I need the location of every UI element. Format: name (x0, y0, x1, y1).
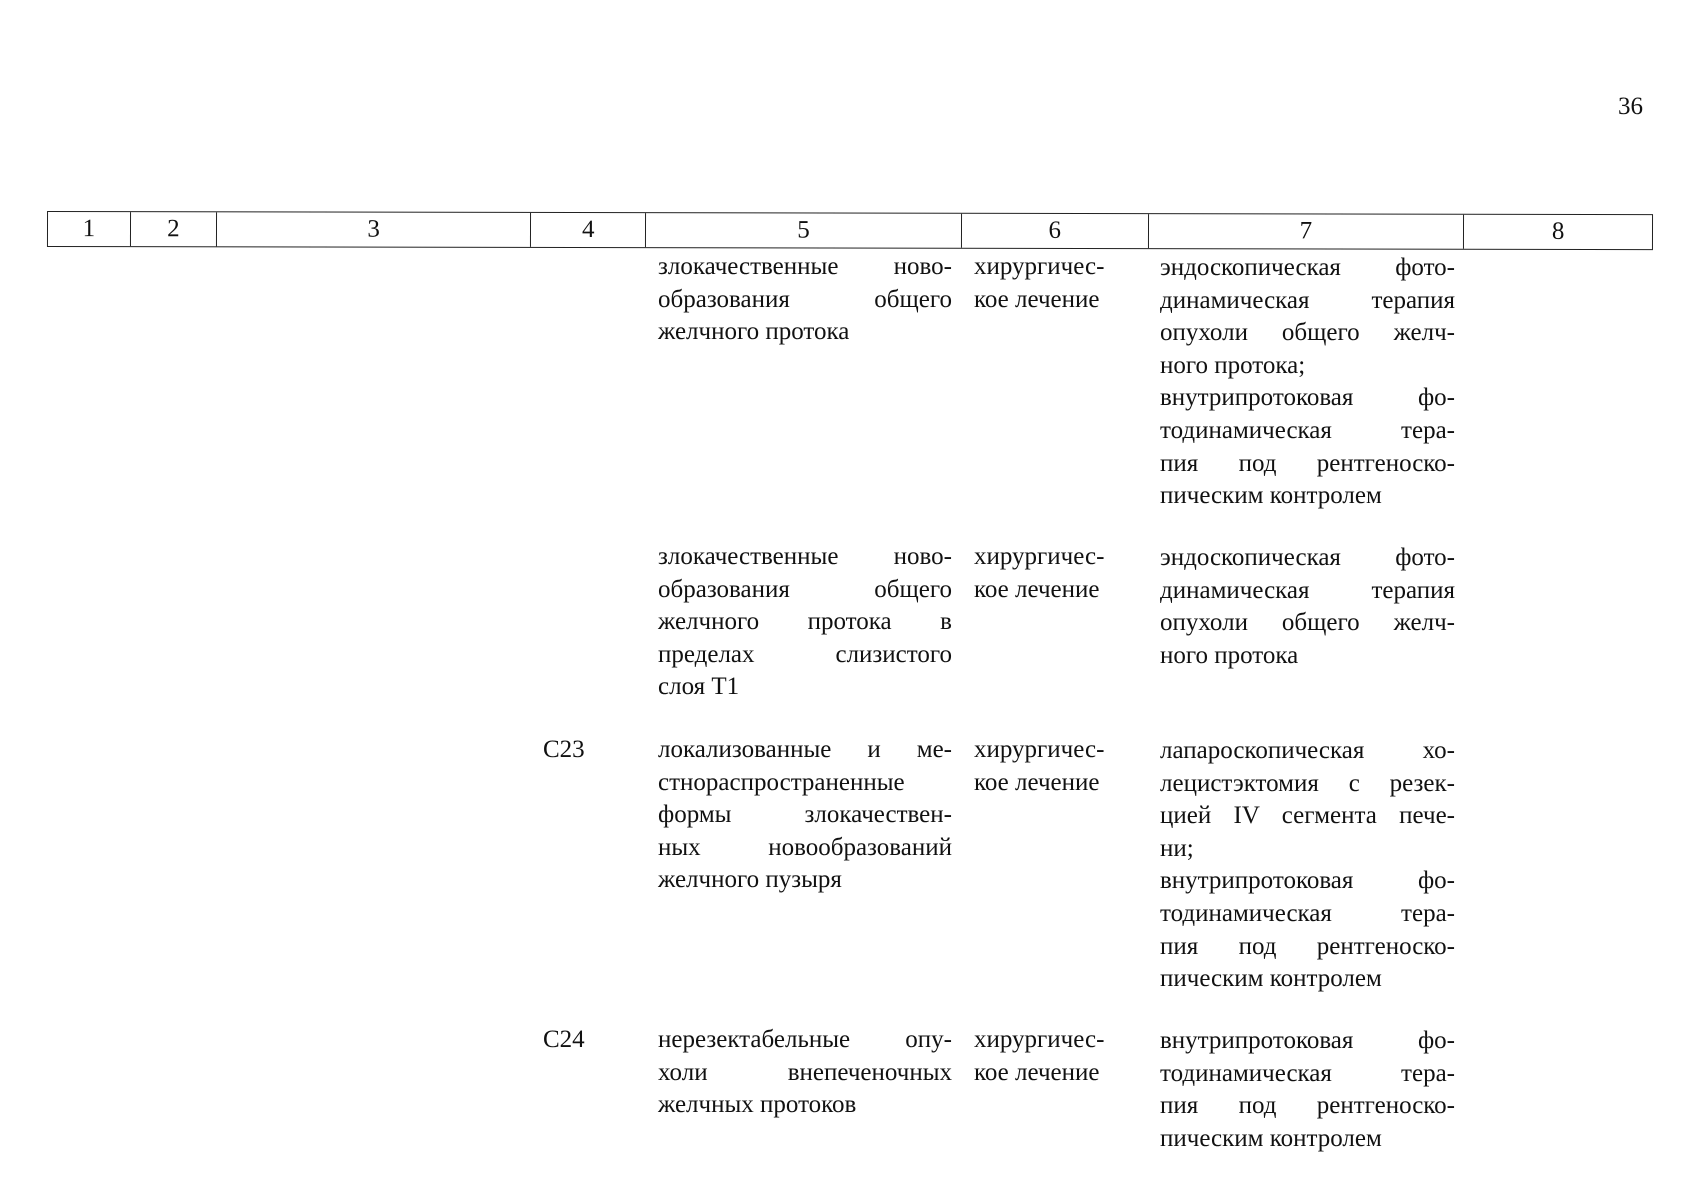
text-line: пия под рентгеноско- (1160, 449, 1455, 477)
row-1-condition (658, 251, 952, 349)
text-line: нерезектабельные опу- (658, 1026, 952, 1053)
text-line: стнораспространенные (658, 768, 905, 796)
text-line: пическим контролем (1160, 1124, 1382, 1152)
row-4-treatment (974, 1024, 1144, 1089)
text-line: локализованные и ме- (658, 736, 952, 763)
text-line: ных новообразований (658, 833, 952, 861)
text-line: ного протока (1160, 641, 1299, 669)
text-line: эндоскопическая фото- (1160, 544, 1455, 571)
text-line: ного протока; (1160, 351, 1306, 379)
text-line: кое лечение (974, 768, 1100, 796)
row-1-treatment (974, 251, 1144, 316)
text-line: формы злокачествен- (658, 801, 952, 829)
text-line: динамическая терапия (1160, 576, 1455, 604)
row-2-treatment (974, 541, 1144, 606)
text-line: цией IV сегмента пече- (1160, 802, 1455, 830)
text-line: хирургичес- (974, 543, 1105, 570)
header-cell-7: 7 (1149, 214, 1465, 249)
text-line: пия под рентгеноско- (1160, 1092, 1455, 1120)
text-line: кое лечение (974, 1058, 1100, 1086)
text-line: тодинамическая тера- (1160, 416, 1455, 444)
text-line: кое лечение (974, 575, 1100, 603)
header-cell-6: 6 (962, 214, 1149, 248)
text-line: ни; (1160, 834, 1194, 862)
row-3-treatment (974, 734, 1144, 799)
text-line: кое лечение (974, 285, 1100, 313)
text-line: тодинамическая тера- (1160, 899, 1455, 927)
text-line: C24 (543, 1026, 585, 1053)
text-line: желчного протока (658, 318, 850, 346)
text-line: внутрипротоковая фо- (1160, 384, 1455, 412)
text-line: внутрипротоковая фо- (1160, 1027, 1455, 1054)
text-line: хирургичес- (974, 736, 1105, 763)
header-cell-4: 4 (531, 213, 646, 247)
text-line: C23 (543, 736, 585, 763)
text-line: злокачественные ново- (658, 543, 952, 570)
row-2-condition (658, 541, 952, 704)
text-line: лецистэктомия с резек- (1160, 769, 1455, 797)
row-3-method (1160, 735, 1455, 996)
table-header-row (47, 211, 1653, 250)
row-3-condition (658, 734, 952, 897)
row-1-method (1160, 252, 1455, 513)
text-line: пределах слизистого (658, 640, 952, 668)
text-line: образования общего (658, 575, 952, 603)
text-line: холи внепеченочных (658, 1058, 952, 1086)
header-cell-3: 3 (217, 212, 532, 247)
text-line: пическим контролем (1160, 965, 1382, 993)
text-line: тодинамическая тера- (1160, 1059, 1455, 1087)
text-line: опухоли общего желч- (1160, 609, 1455, 637)
row-4-condition (658, 1024, 952, 1122)
row-4-method (1160, 1025, 1455, 1155)
text-line: желчного протока в (658, 608, 952, 636)
text-line: пическим контролем (1160, 482, 1382, 510)
text-line: динамическая терапия (1160, 286, 1455, 314)
page-number: 36 (1618, 93, 1643, 120)
header-cell-8: 8 (1551, 217, 1565, 245)
text-line: злокачественные ново- (658, 253, 952, 280)
text-line: лапароскопическая хо- (1160, 737, 1455, 764)
row-4-code (543, 1024, 643, 1057)
text-line: образования общего (658, 285, 952, 313)
header-cell-2: 2 (131, 212, 217, 246)
text-line: эндоскопическая фото- (1160, 254, 1455, 281)
text-line: желчных протоков (658, 1091, 857, 1119)
text-line: хирургичес- (974, 253, 1105, 280)
text-line: хирургичес- (974, 1026, 1105, 1053)
text-line: слоя Т1 (658, 673, 740, 701)
text-line: внутрипротоковая фо- (1160, 867, 1455, 895)
header-cell-1: 1 (48, 212, 131, 246)
text-line: опухоли общего желч- (1160, 319, 1455, 347)
row-3-code (543, 734, 643, 767)
header-cell-5: 5 (646, 213, 962, 248)
row-2-method (1160, 542, 1455, 672)
text-line: пия под рентгеноско- (1160, 932, 1455, 960)
text-line: желчного пузыря (658, 866, 842, 894)
